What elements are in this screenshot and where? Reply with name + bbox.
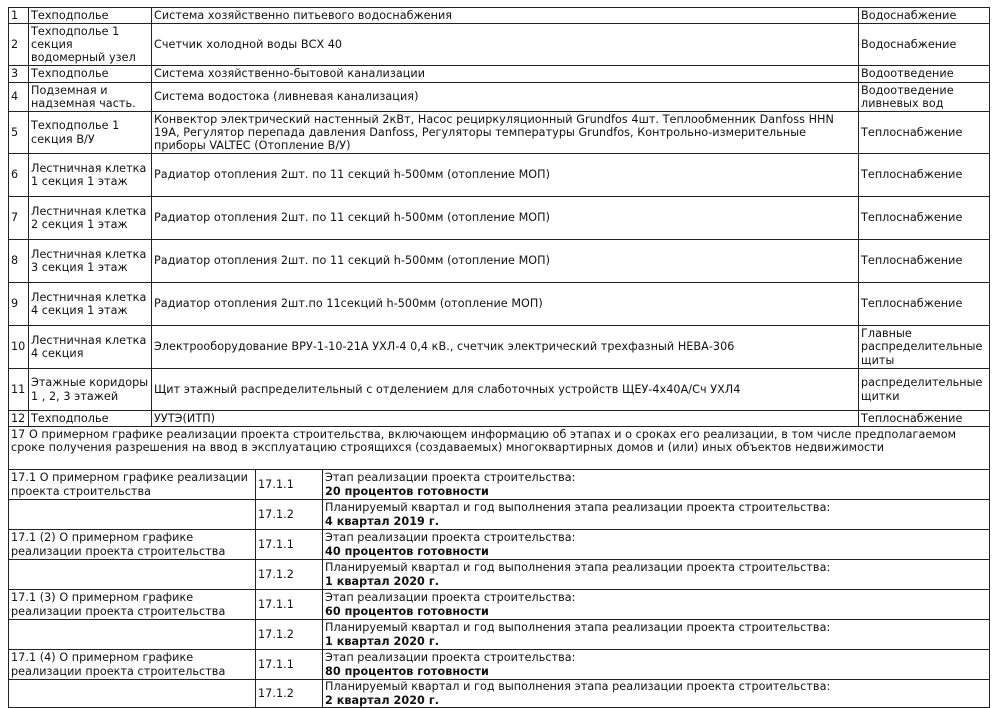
stage-label: Этап реализации проекта строительства: xyxy=(325,531,576,545)
quarter-code: 17.1.2 xyxy=(256,560,323,590)
row-location: Лестничная клетка 3 секция 1 этаж xyxy=(29,240,152,283)
quarter-label: Планируемый квартал и год выполнения этапа реализации проекта строительства: xyxy=(325,680,831,694)
row-system: Теплоснабжение xyxy=(859,411,990,427)
row-description: Счетчик холодной воды ВСХ 40 xyxy=(152,24,859,66)
row-number: 6 xyxy=(9,154,29,197)
row-system: Теплоснабжение xyxy=(859,112,990,154)
quarter-cell xyxy=(323,680,990,708)
equipment-row xyxy=(9,8,990,24)
row-number: 8 xyxy=(9,240,29,283)
row-location: Лестничная клетка 1 секция 1 этаж xyxy=(29,154,152,197)
quarter-empty-cell xyxy=(9,680,256,708)
schedule-table xyxy=(8,426,990,708)
stage-title: 17.1 (2) О примерном графике реализации проекта строительства xyxy=(9,530,256,560)
stage-row xyxy=(9,470,990,500)
quarter-row xyxy=(9,620,990,650)
stage-code: 17.1.1 xyxy=(256,590,323,620)
row-location: Техподполье xyxy=(29,66,152,83)
quarter-cell xyxy=(323,620,990,650)
quarter-value: 4 квартал 2019 г. xyxy=(325,514,440,528)
stage-value: 20 процентов готовности xyxy=(325,484,489,498)
row-system: Водоснабжение xyxy=(859,8,990,24)
quarter-row xyxy=(9,680,990,708)
quarter-row xyxy=(9,560,990,590)
stage-label: Этап реализации проекта строительства: xyxy=(325,471,576,485)
equipment-row xyxy=(9,24,990,66)
stage-title: 17.1 О примерном графике реализации проекта строительства xyxy=(9,470,256,500)
equipment-row xyxy=(9,197,990,240)
quarter-empty-cell xyxy=(9,620,256,650)
row-system: Теплоснабжение xyxy=(859,197,990,240)
row-number: 12 xyxy=(9,411,29,427)
row-location: Лестничная клетка 4 секция 1 этаж xyxy=(29,283,152,326)
row-description: Щит этажный распределительный с отделением для слаботочных устройств ЩЕУ-4х40А/Сч УХЛ4 xyxy=(152,369,859,411)
schedule-table-body xyxy=(9,427,990,708)
stage-value: 40 процентов готовности xyxy=(325,544,489,558)
equipment-row xyxy=(9,240,990,283)
equipment-row xyxy=(9,154,990,197)
stage-title: 17.1 (4) О примерном графике реализации проекта строительства xyxy=(9,650,256,680)
quarter-empty-cell xyxy=(9,500,256,530)
row-system: Теплоснабжение xyxy=(859,240,990,283)
equipment-row xyxy=(9,369,990,411)
stage-cell xyxy=(323,470,990,500)
row-description: Система водостока (ливневая канализация) xyxy=(152,83,859,112)
stage-cell xyxy=(323,530,990,560)
stage-cell xyxy=(323,590,990,620)
row-number: 2 xyxy=(9,24,29,66)
stage-title: 17.1 (3) О примерном графике реализации проекта строительства xyxy=(9,590,256,620)
row-description: Радиатор отопления 2шт. по 11 секций h-500мм (отопление МОП) xyxy=(152,154,859,197)
quarter-empty-cell xyxy=(9,560,256,590)
quarter-cell xyxy=(323,560,990,590)
row-number: 10 xyxy=(9,326,29,369)
stage-value: 60 процентов готовности xyxy=(325,604,489,618)
equipment-row xyxy=(9,66,990,83)
stage-label: Этап реализации проекта строительства: xyxy=(325,651,576,665)
row-description: Радиатор отопления 2шт. по 11 секций h-500мм (отопление МОП) xyxy=(152,197,859,240)
quarter-value: 1 квартал 2020 г. xyxy=(325,574,440,588)
row-number: 11 xyxy=(9,369,29,411)
row-system: Главные распределительные щиты xyxy=(859,326,990,369)
stage-value: 80 процентов готовности xyxy=(325,664,489,678)
schedule-heading-row xyxy=(9,427,990,470)
row-location: Подземная и надземная часть. xyxy=(29,83,152,112)
row-number: 7 xyxy=(9,197,29,240)
row-number: 3 xyxy=(9,66,29,83)
row-description: Радиатор отопления 2шт.по 11секций h-500мм (отопление МОП) xyxy=(152,283,859,326)
stage-label: Этап реализации проекта строительства: xyxy=(325,591,576,605)
stage-code: 17.1.1 xyxy=(256,530,323,560)
quarter-label: Планируемый квартал и год выполнения этапа реализации проекта строительства: xyxy=(325,621,831,635)
quarter-code: 17.1.2 xyxy=(256,680,323,708)
stage-row xyxy=(9,590,990,620)
row-number: 9 xyxy=(9,283,29,326)
row-location: Лестничная клетка 2 секция 1 этаж xyxy=(29,197,152,240)
row-location: Техподполье xyxy=(29,8,152,24)
quarter-row xyxy=(9,500,990,530)
row-system: Теплоснабжение xyxy=(859,154,990,197)
row-system: распределительные щитки xyxy=(859,369,990,411)
row-system: Водоотведение ливневых вод xyxy=(859,83,990,112)
equipment-table xyxy=(8,7,990,427)
row-location: Техподполье 1 секция В/У xyxy=(29,112,152,154)
row-number: 1 xyxy=(9,8,29,24)
equipment-row xyxy=(9,283,990,326)
row-location: Техподполье 1 секция водомерный узел xyxy=(29,24,152,66)
equipment-table-body xyxy=(9,8,990,427)
quarter-label: Планируемый квартал и год выполнения этапа реализации проекта строительства: xyxy=(325,501,831,515)
row-description: Система хозяйственно-бытовой канализации xyxy=(152,66,859,83)
equipment-row xyxy=(9,411,990,427)
row-location: Этажные коридоры 1 , 2, 3 этажей xyxy=(29,369,152,411)
row-system: Водоснабжение xyxy=(859,24,990,66)
quarter-label: Планируемый квартал и год выполнения этапа реализации проекта строительства: xyxy=(325,561,831,575)
row-description: УУТЭ(ИТП) xyxy=(152,411,859,427)
quarter-value: 2 квартал 2020 г. xyxy=(325,693,440,707)
schedule-heading: 17 О примерном графике реализации проекта строительства, включающем информацию об этапах и о сроках его реализации, в том числе предполагаемом сроке получения разрешения на ввод в эксплуатацию строящихся (создаваемых) многоквартирных домов и (или) иных объектов недвижимости xyxy=(9,427,990,470)
row-number: 5 xyxy=(9,112,29,154)
row-system: Теплоснабжение xyxy=(859,283,990,326)
stage-cell xyxy=(323,650,990,680)
equipment-row xyxy=(9,83,990,112)
quarter-cell xyxy=(323,500,990,530)
quarter-value: 1 квартал 2020 г. xyxy=(325,634,440,648)
stage-row xyxy=(9,650,990,680)
row-description: Электрооборудование ВРУ-1-10-21А УХЛ-4 0,4 кВ., счетчик электрический трехфазный НЕВА-306 xyxy=(152,326,859,369)
stage-code: 17.1.1 xyxy=(256,650,323,680)
row-description: Конвектор электрический настенный 2кВт, Насос рециркуляционный Grundfos 4шт. Теплообменник Danfoss HHN 19A, Регулятор перепада давления Danfoss, Регуляторы температуры Grundfos, Контрольно-измерительные приборы VALTEC (Отопление В/У) xyxy=(152,112,859,154)
quarter-code: 17.1.2 xyxy=(256,500,323,530)
row-description: Система хозяйственно питьевого водоснабжения xyxy=(152,8,859,24)
stage-row xyxy=(9,530,990,560)
stage-code: 17.1.1 xyxy=(256,470,323,500)
row-description: Радиатор отопления 2шт. по 11 секций h-500мм (отопление МОП) xyxy=(152,240,859,283)
equipment-row xyxy=(9,326,990,369)
quarter-code: 17.1.2 xyxy=(256,620,323,650)
row-number: 4 xyxy=(9,83,29,112)
row-location: Техподполье xyxy=(29,411,152,427)
equipment-row xyxy=(9,112,990,154)
row-location: Лестничная клетка 4 секция xyxy=(29,326,152,369)
row-system: Водоотведение xyxy=(859,66,990,83)
